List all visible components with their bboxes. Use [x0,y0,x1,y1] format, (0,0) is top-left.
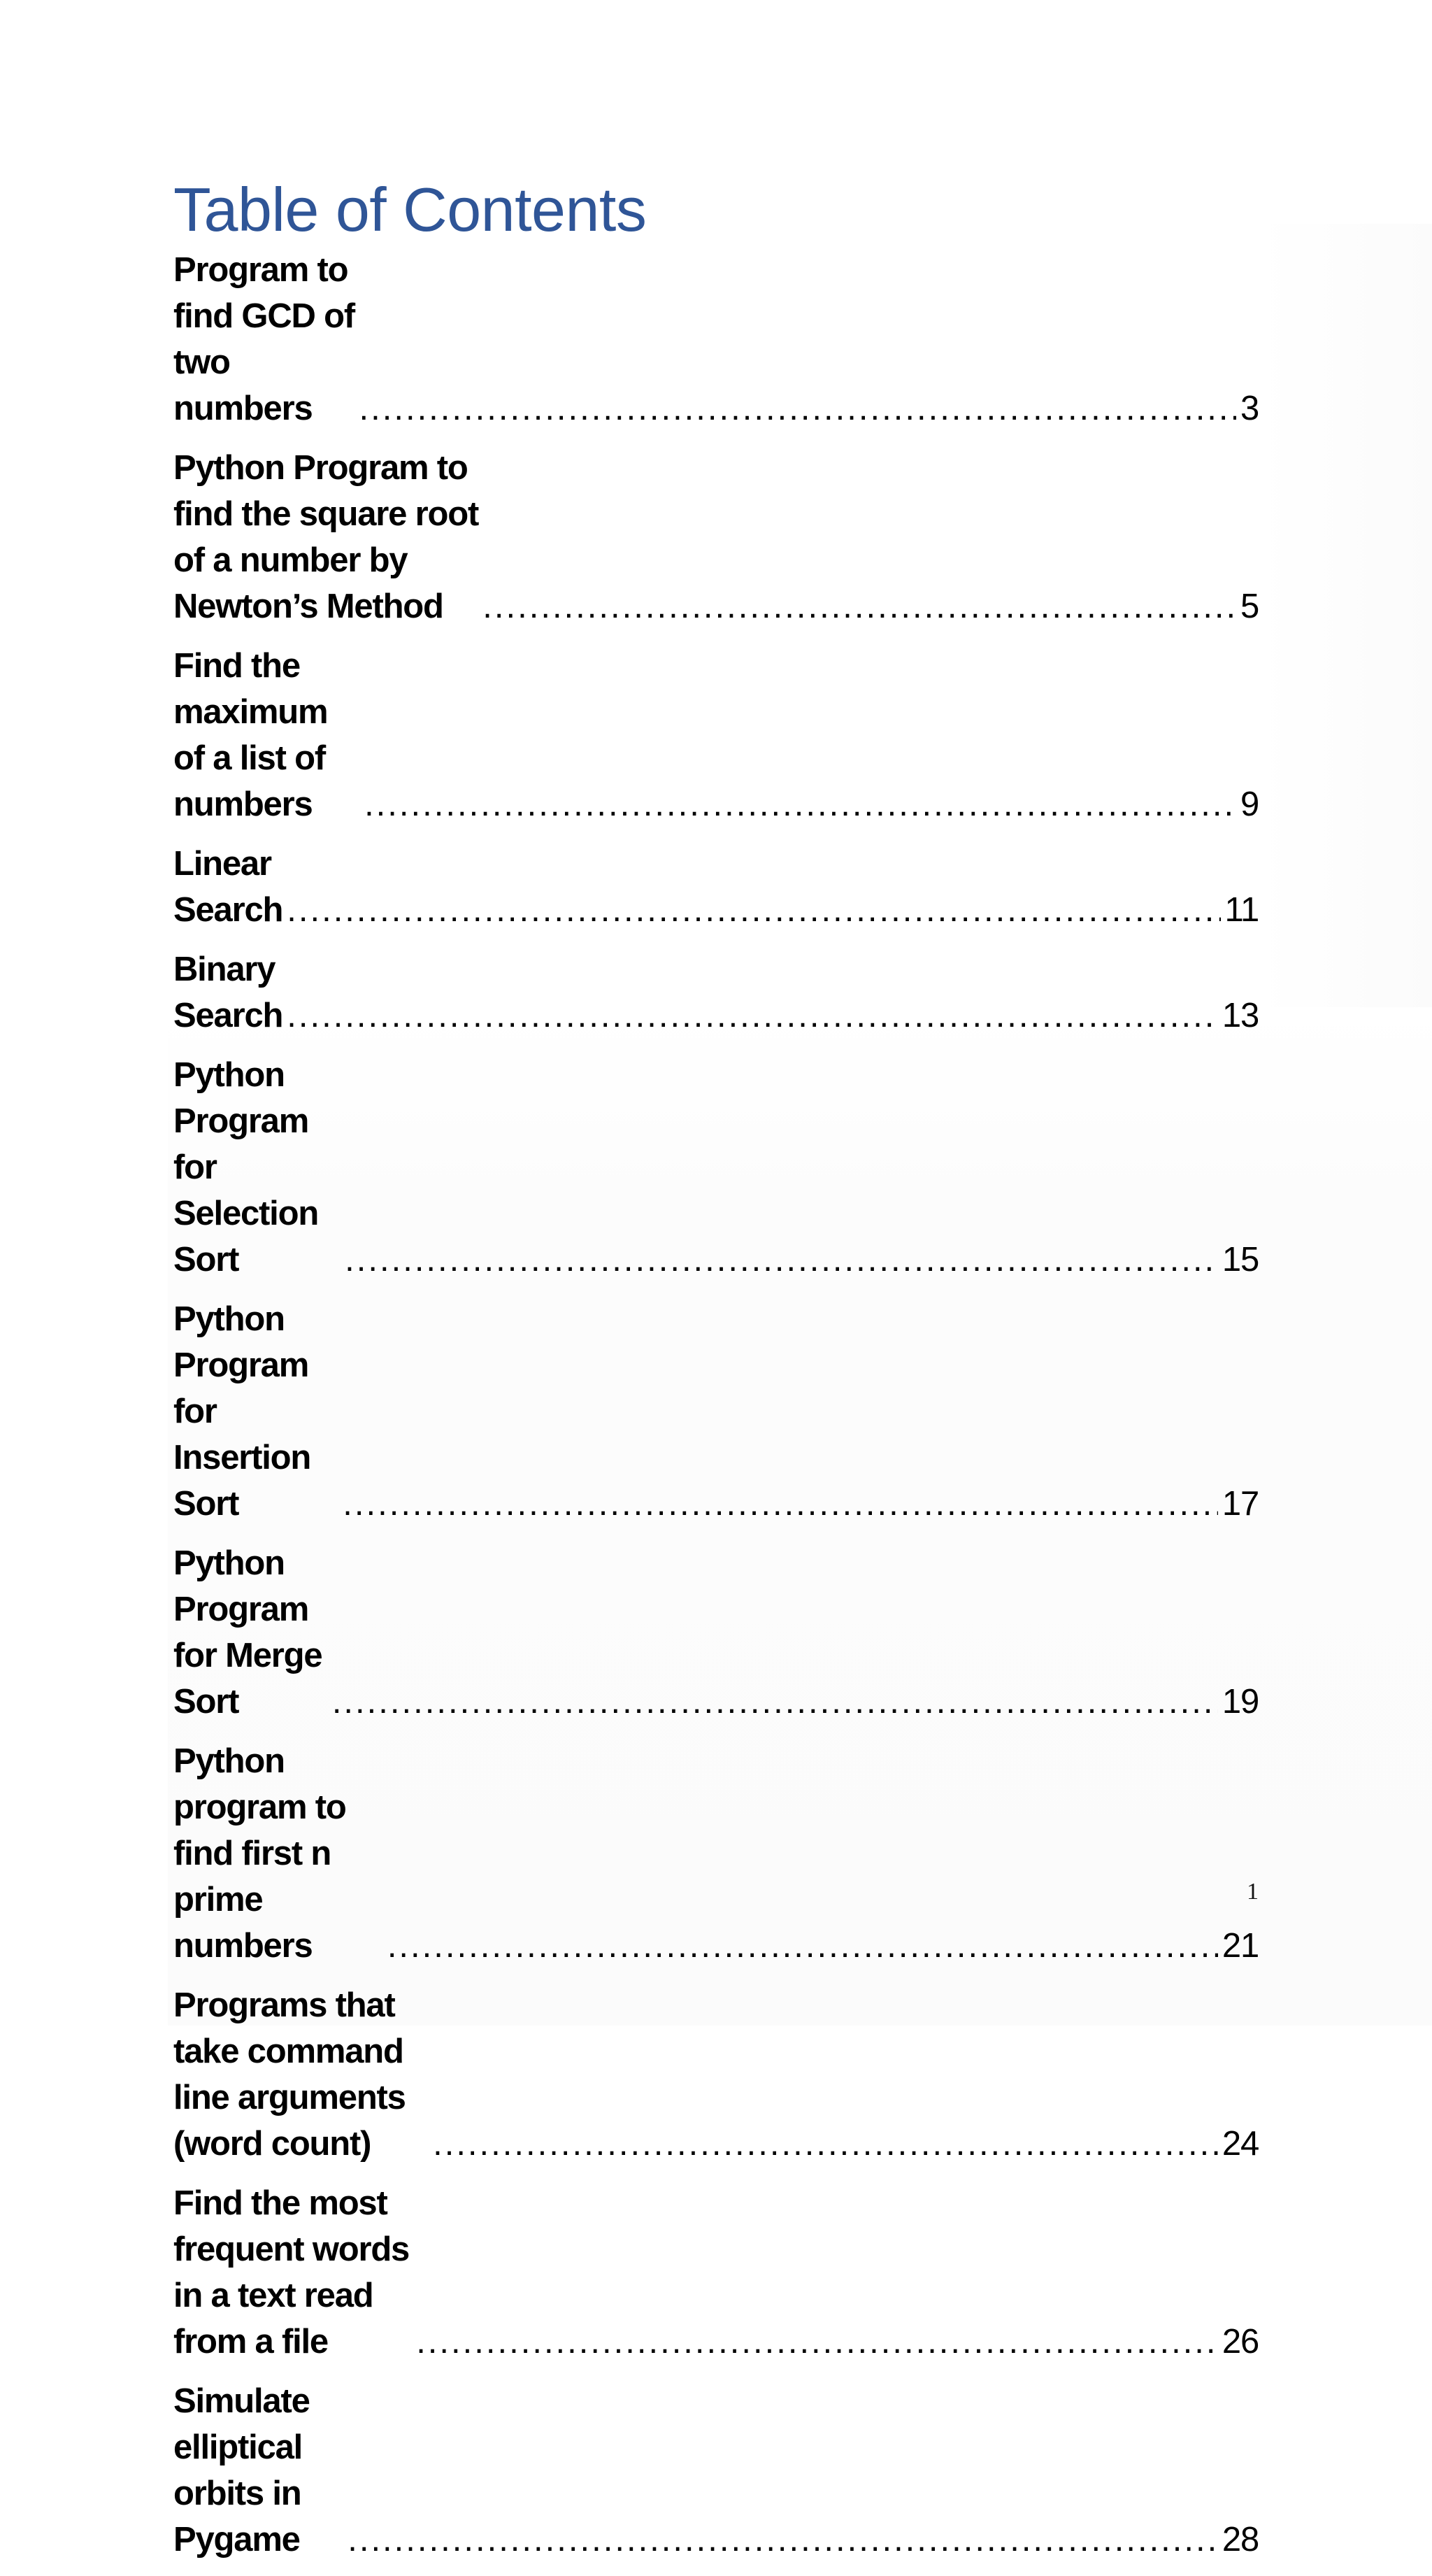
toc-dot-leader [359,385,1236,432]
toc-dot-leader [345,1237,1218,1283]
toc-dot-leader [287,887,1220,933]
toc-entry-page: 19 [1222,1683,1259,1721]
toc-entry-page: 5 [1240,588,1259,626]
toc-entry-page: 28 [1222,2521,1259,2559]
toc-dot-leader [416,2319,1218,2365]
toc-entry-label: Simulate elliptical orbits in Pygame [173,2382,310,2559]
toc-entry-page: 24 [1222,2125,1259,2163]
toc-entry-page: 11 [1224,891,1259,930]
toc-entry[interactable] [173,1052,1259,1283]
toc-dot-leader [482,583,1236,629]
toc-entry-label: Python Program for Selection Sort [173,1056,319,1279]
toc-entry-label: Python program to find first n prime numbers [173,1742,346,1965]
toc-entry-page: 13 [1222,997,1259,1035]
toc-entry-page: 17 [1222,1485,1259,1523]
toc-dot-leader [433,2121,1218,2167]
toc-entry[interactable] [173,2180,1259,2365]
toc-entry-label: Binary Search [173,951,283,1035]
toc-entry-label: Program to find GCD of two numbers [173,251,355,428]
toc-entry[interactable] [173,2378,1259,2563]
toc-dot-leader [348,2517,1218,2563]
toc-entry-page: 3 [1240,390,1259,428]
toc-dot-leader [343,1481,1218,1527]
toc-dot-leader [364,781,1236,827]
toc-entry-label: Python Program for Merge Sort [173,1544,322,1721]
page-shading-right [1259,224,1432,1007]
toc-entry-label: Linear Search [173,845,283,930]
toc-dot-leader [332,1679,1218,1725]
toc-entry[interactable] [173,1296,1259,1527]
toc-entry-label: Programs that take command line arguments (word count) [173,1986,406,2163]
toc-entry-page: 9 [1240,785,1259,824]
toc-entry[interactable] [173,946,1259,1039]
toc-list [173,247,1259,2563]
toc-entry[interactable] [173,1738,1259,1969]
toc-entry-label: Find the maximum of a list of numbers [173,647,328,824]
toc-entry-page: 26 [1222,2323,1259,2361]
toc-entry[interactable] [173,1982,1259,2167]
toc-entry[interactable] [173,247,1259,432]
toc-heading: Table of Contents [173,175,647,244]
toc-entry-label: Python Program to find the square root of a number by Newton’s Method [173,449,479,626]
toc-dot-leader [387,1923,1218,1969]
toc-entry[interactable] [173,445,1259,629]
toc-entry[interactable] [173,643,1259,827]
toc-entry-page: 21 [1222,1927,1259,1965]
toc-entry[interactable] [173,1540,1259,1725]
toc-entry-page: 15 [1222,1241,1259,1279]
toc-entry[interactable] [173,841,1259,933]
document-body [173,176,1259,2576]
toc-dot-leader [287,992,1218,1039]
toc-entry-label: Python Program for Insertion Sort [173,1300,311,1523]
page-number: 1 [1247,1879,1259,1905]
toc-entry-label: Find the most frequent words in a text read from a file [173,2184,410,2361]
